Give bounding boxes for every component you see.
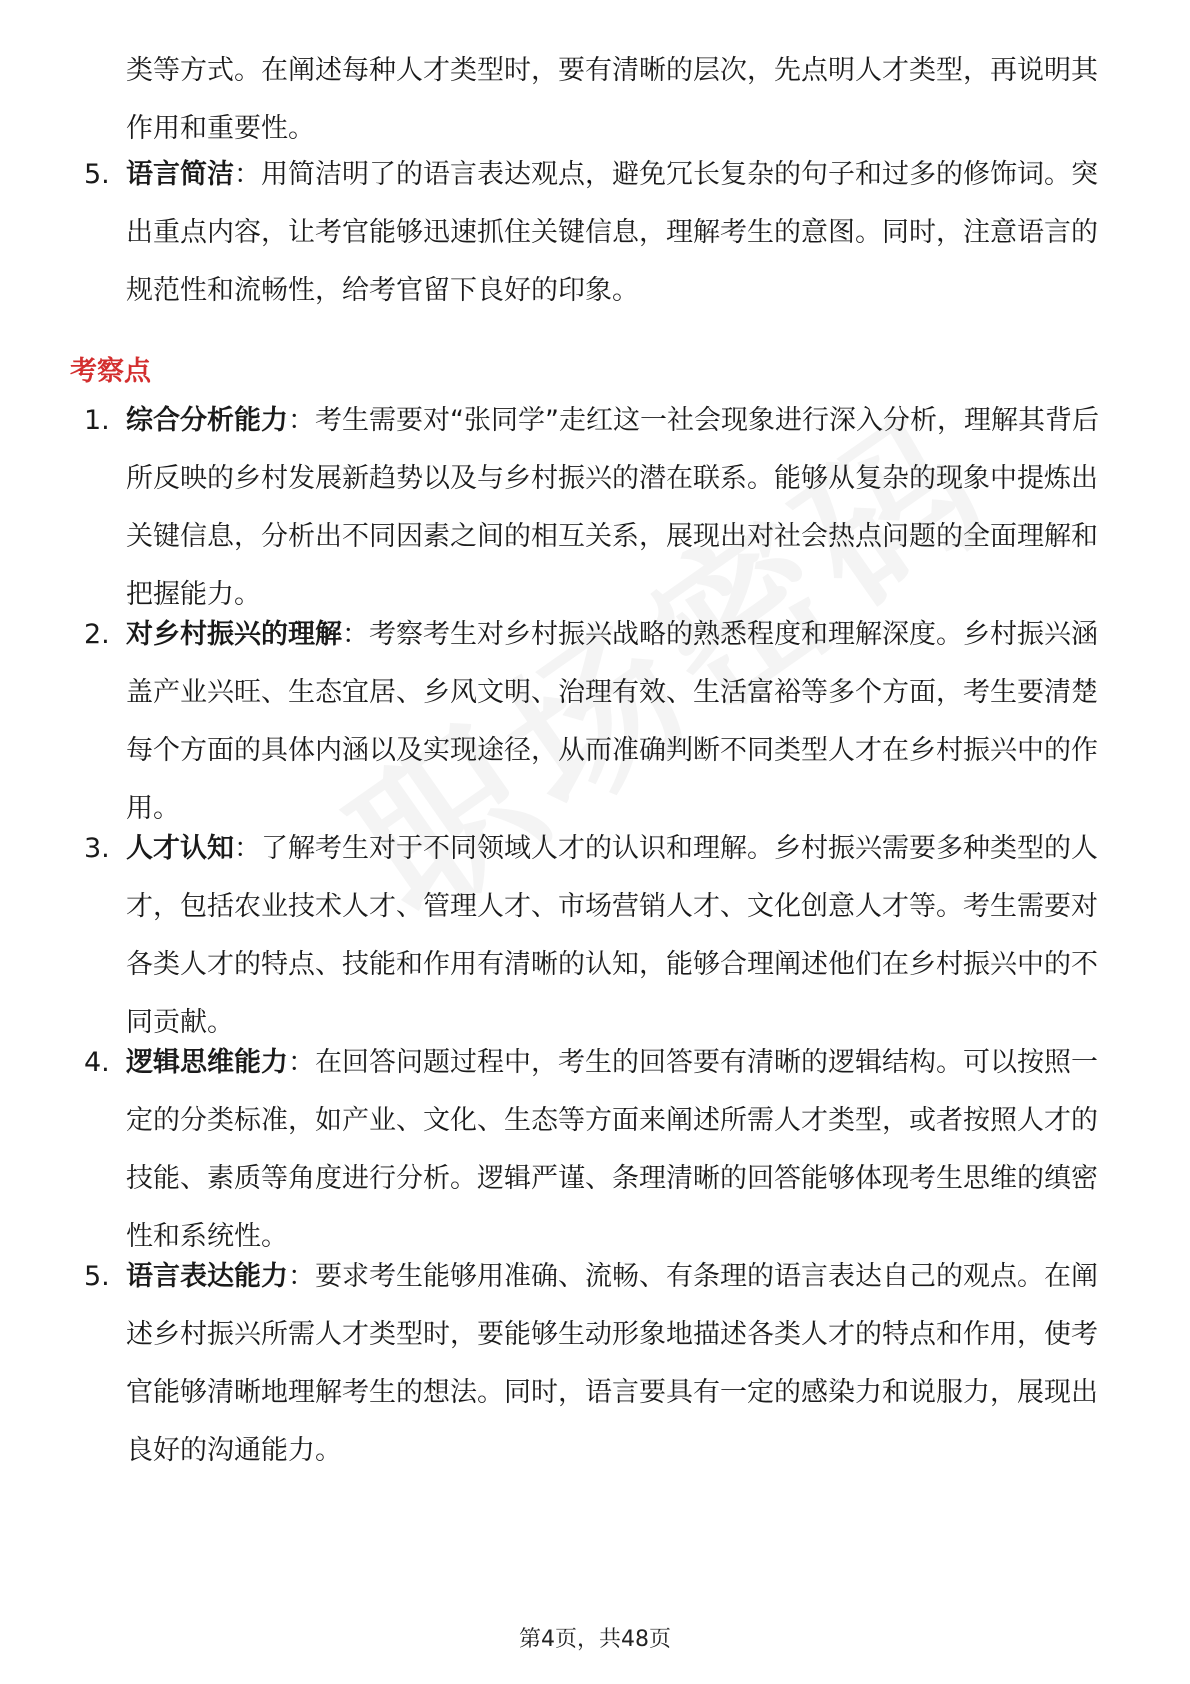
continued-paragraph <box>126 42 1116 158</box>
item-separator: ： <box>234 833 261 864</box>
list-number: 5. <box>84 1261 110 1292</box>
item-separator: ： <box>234 159 261 190</box>
item-heading: 语言简洁 <box>126 159 234 190</box>
item-heading: 人才认知 <box>126 833 234 864</box>
list-item <box>84 1248 1116 1480</box>
list-number: 5. <box>84 159 110 190</box>
item-separator: ： <box>288 1261 315 1292</box>
list-item <box>84 606 1116 838</box>
item-heading: 对乡村振兴的理解 <box>126 619 342 650</box>
item-body: 考察考生对乡村振兴战略的熟悉程度和理解深度。乡村振兴涵盖产业兴旺、生态宜居、乡风文明、治理有效、生活富裕等多个方面，考生要清楚每个方面的具体内涵以及实现途径，从而准确判断不同类型人才在乡村振兴中的作用。 <box>126 619 1098 824</box>
list-item <box>84 1034 1116 1266</box>
list-number: 4. <box>84 1047 110 1078</box>
item-heading: 语言表达能力 <box>126 1261 288 1292</box>
item-body: 了解考生对于不同领域人才的认识和理解。乡村振兴需要多种类型的人才，包括农业技术人才、管理人才、市场营销人才、文化创意人才等。考生需要对各类人才的特点、技能和作用有清晰的认知，能够合理阐述他们在乡村振兴中的不同贡献。 <box>126 833 1098 1038</box>
item-separator: ： <box>288 405 315 436</box>
list-number: 1. <box>84 405 110 436</box>
page-footer: 第4页，共48页 <box>519 1627 671 1652</box>
list-number: 2. <box>84 619 110 650</box>
item-heading: 综合分析能力 <box>126 405 288 436</box>
section-title: 考察点 <box>70 356 151 387</box>
list-number: 3. <box>84 833 110 864</box>
continued-text: 类等方式。在阐述每种人才类型时，要有清晰的层次，先点明人才类型，再说明其作用和重要性。 <box>126 55 1098 144</box>
item-separator: ： <box>342 619 369 650</box>
item-body: 考生需要对“张同学”走红这一社会现象进行深入分析，理解其背后所反映的乡村发展新趋势以及与乡村振兴的潜在联系。能够从复杂的现象中提炼出关键信息，分析出不同因素之间的相互关系，展现出对社会热点问题的全面理解和把握能力。 <box>126 405 1099 610</box>
list-item-language-concise <box>84 146 1116 320</box>
item-heading: 逻辑思维能力 <box>126 1047 288 1078</box>
item-body: 用简洁明了的语言表达观点，避免冗长复杂的句子和过多的修饰词。突出重点内容，让考官能够迅速抓住关键信息，理解考生的意图。同时，注意语言的规范性和流畅性，给考官留下良好的印象。 <box>126 159 1098 306</box>
item-body: 要求考生能够用准确、流畅、有条理的语言表达自己的观点。在阐述乡村振兴所需人才类型时，要能够生动形象地描述各类人才的特点和作用，使考官能够清晰地理解考生的想法。同时，语言要具有一定的感染力和说服力，展现出良好的沟通能力。 <box>126 1261 1098 1466</box>
list-item <box>84 392 1116 624</box>
item-separator: ： <box>288 1047 315 1078</box>
list-item <box>84 820 1116 1052</box>
item-body: 在回答问题过程中，考生的回答要有清晰的逻辑结构。可以按照一定的分类标准，如产业、文化、生态等方面来阐述所需人才类型，或者按照人才的技能、素质等角度进行分析。逻辑严谨、条理清晰的回答能够体现考生思维的缜密性和系统性。 <box>126 1047 1098 1252</box>
